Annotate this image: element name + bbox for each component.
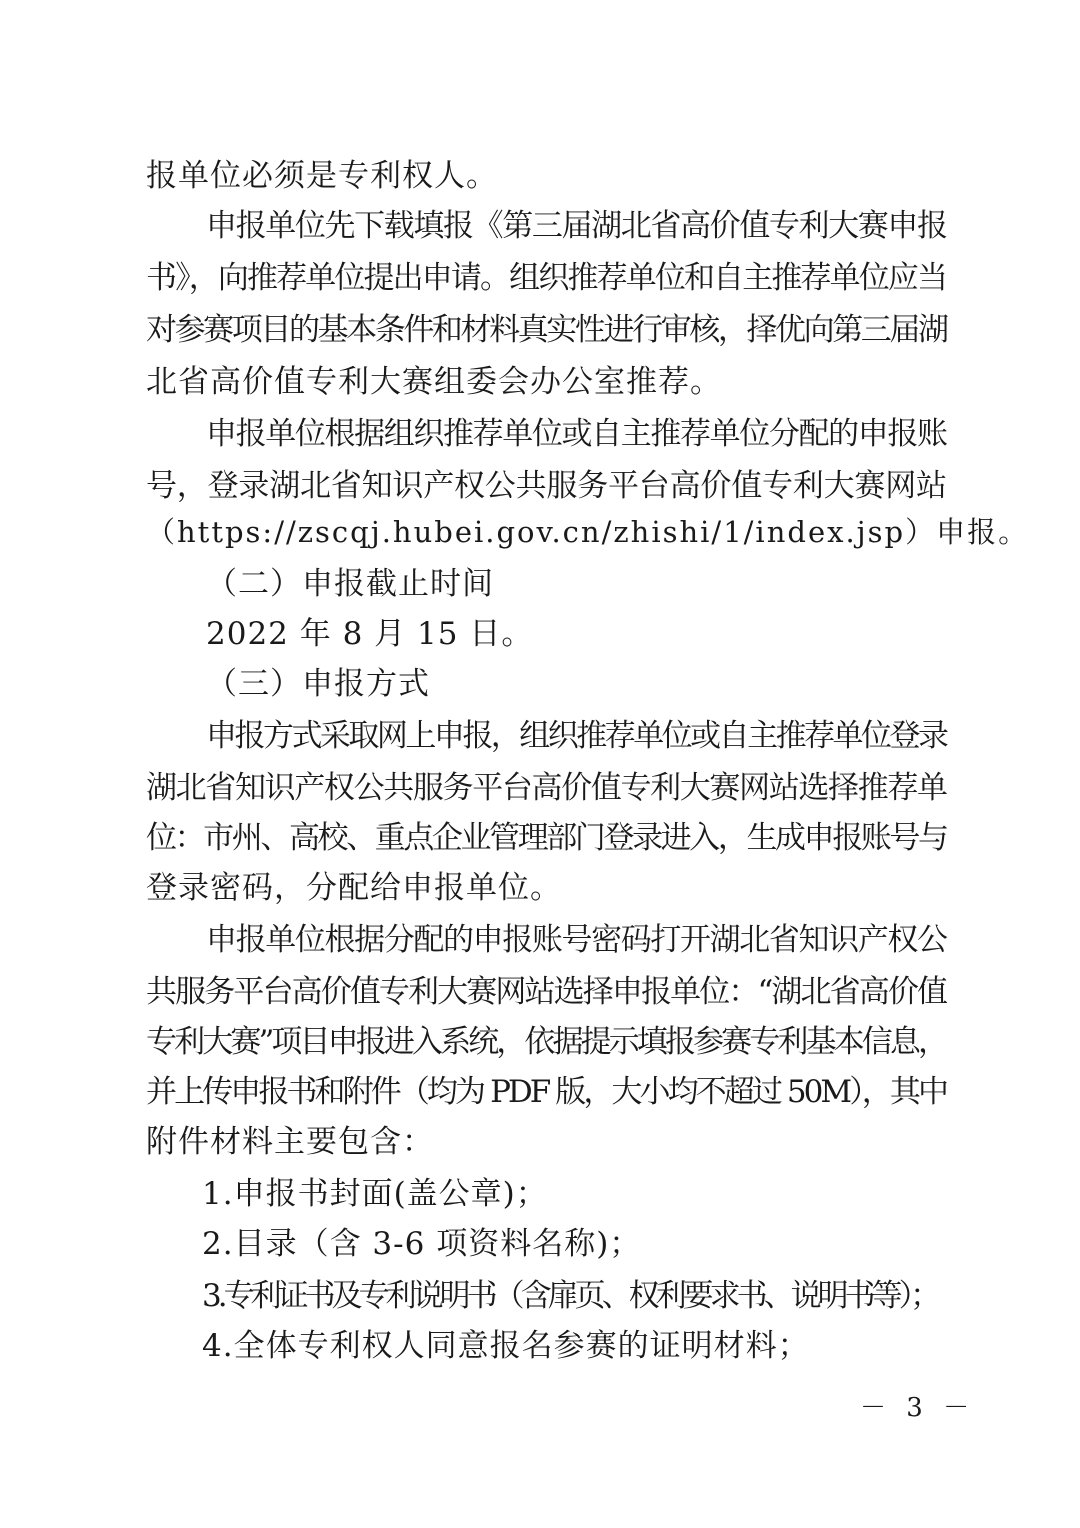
paragraph-line: 位：市州、高校、重点企业管理部门登录进入，生成申报账号与: [146, 820, 946, 856]
paragraph-line: 号，登录湖北省知识产权公共服务平台高价值专利大赛网站: [146, 468, 946, 504]
paragraph-line: 湖北省知识产权公共服务平台高价值专利大赛网站选择推荐单: [146, 770, 946, 806]
list-item: 1.申报书封面(盖公章)；: [202, 1176, 548, 1212]
list-item: 4.全体专利权人同意报名参赛的证明材料；: [202, 1328, 810, 1364]
paragraph-line: 书》，向推荐单位提出申请。组织推荐单位和自主推荐单位应当: [146, 260, 946, 296]
paragraph-line: 对参赛项目的基本条件和材料真实性进行审核，择优向第三届湖: [146, 312, 946, 348]
paragraph-line: 申报单位根据分配的申报账号密码打开湖北省知识产权公: [206, 922, 946, 958]
paragraph-line: 登录密码，分配给申报单位。: [146, 870, 562, 906]
paragraph-line: 2022 年 8 月 15 日。: [206, 616, 534, 652]
paragraph-line: 报单位必须是专利权人。: [146, 158, 498, 194]
list-item: 2.目录（含 3-6 项资料名称)；: [202, 1226, 642, 1262]
paragraph-line: 北省高价值专利大赛组委会办公室推荐。: [146, 364, 722, 400]
paragraph-line: 申报方式采取网上申报，组织推荐单位或自主推荐单位登录: [206, 718, 946, 754]
section-heading: （二）申报截止时间: [206, 566, 494, 602]
list-item: 3.专利证书及专利说明书（含扉页、权利要求书、说明书等）；: [202, 1278, 938, 1314]
section-heading: （三）申报方式: [206, 666, 430, 702]
paragraph-line: 并上传申报书和附件（均为 PDF 版，大小均不超过 50M），其中: [146, 1074, 946, 1110]
paragraph-line: 申报单位根据组织推荐单位或自主推荐单位分配的申报账: [206, 416, 946, 452]
paragraph-line: 共服务平台高价值专利大赛网站选择申报单位：“湖北省高价值: [146, 974, 946, 1010]
paragraph-line: 专利大赛”项目申报进入系统，依据提示填报参赛专利基本信息，: [146, 1024, 946, 1060]
paragraph-line: （https://zscqj.hubei.gov.cn/zhishi/1/index.jsp）申报。: [146, 515, 1030, 549]
paragraph-line: 申报单位先下载填报《第三届湖北省高价值专利大赛申报: [206, 208, 946, 244]
page-number: － 3 －: [860, 1393, 976, 1423]
paragraph-line: 附件材料主要包含：: [146, 1124, 434, 1160]
